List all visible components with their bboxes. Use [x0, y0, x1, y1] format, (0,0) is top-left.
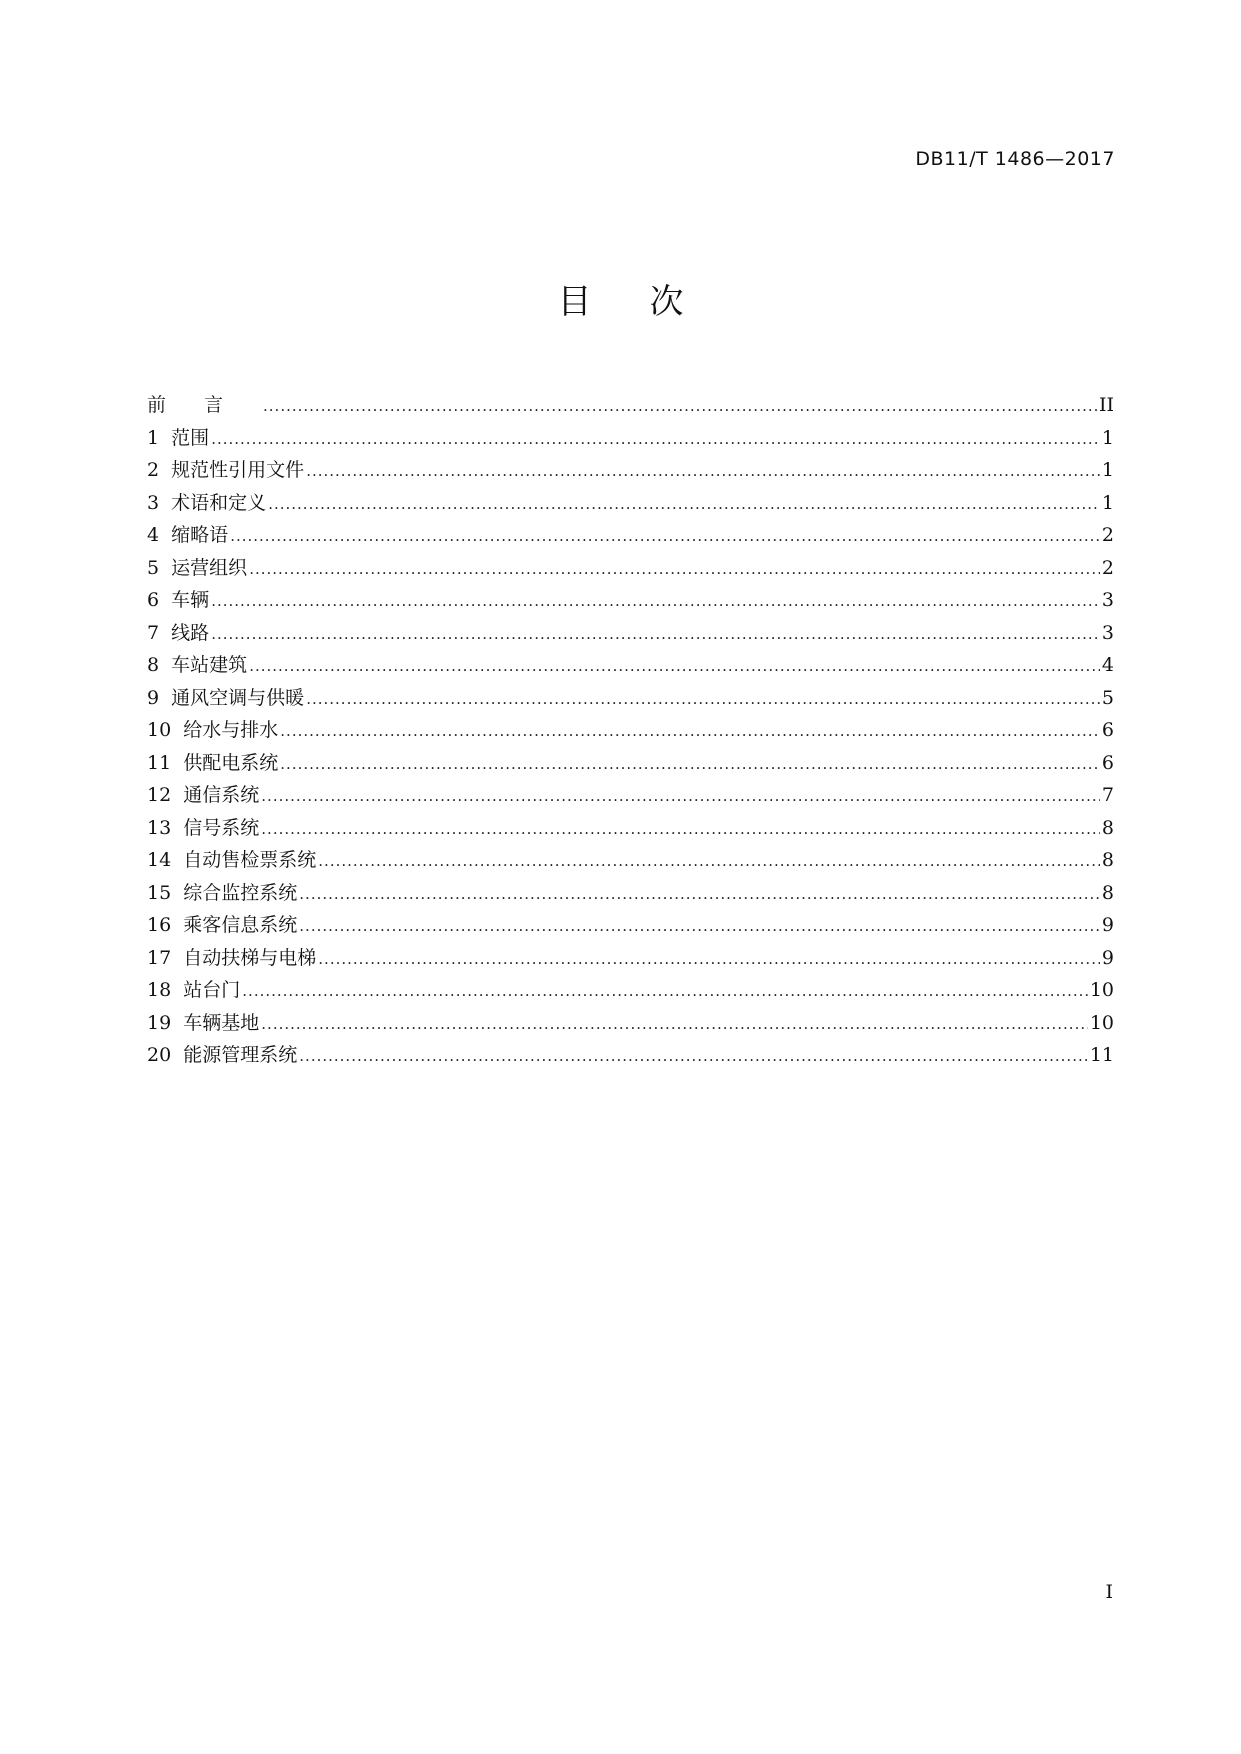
- toc-entry-label: 车辆: [171, 589, 210, 611]
- toc-entry-page: 9: [1101, 914, 1114, 936]
- toc-entry-number: 14: [147, 849, 184, 871]
- toc-entry[interactable]: [147, 909, 1114, 942]
- toc-entry-number: 18: [147, 979, 184, 1001]
- toc-entry[interactable]: [147, 779, 1114, 812]
- toc-entry-number: 11: [147, 751, 184, 774]
- toc-entry-label: 术语和定义: [171, 491, 267, 514]
- toc-entry[interactable]: [147, 617, 1114, 650]
- toc-entry-label: 能源管理系统: [183, 1044, 298, 1066]
- toc-entry-page: 1: [1101, 426, 1114, 449]
- toc-entry[interactable]: [147, 552, 1114, 585]
- toc-entry-label: 给水与排水: [183, 719, 279, 741]
- table-of-contents: [147, 389, 1114, 1072]
- toc-leader-dots: [318, 845, 1100, 878]
- toc-entry-page: 5: [1101, 686, 1114, 709]
- toc-entry-page: 7: [1101, 784, 1114, 806]
- toc-entry[interactable]: [147, 649, 1114, 682]
- toc-entry-label: 缩略语: [171, 524, 229, 546]
- toc-entry-label: 自动扶梯与电梯: [183, 946, 317, 969]
- toc-entry[interactable]: [147, 454, 1114, 487]
- toc-entry-label: 规范性引用文件: [171, 459, 305, 481]
- toc-entry-label: 信号系统: [183, 816, 260, 839]
- toc-entry[interactable]: [147, 974, 1114, 1007]
- toc-leader-dots: [211, 423, 1100, 456]
- toc-entry-page: 2: [1101, 524, 1114, 546]
- toc-entry-label: 站台门: [183, 979, 241, 1001]
- toc-entry-label: 车辆基地: [183, 1011, 260, 1034]
- toc-entry-number: 16: [147, 914, 184, 936]
- toc-entry-page: 3: [1101, 621, 1114, 644]
- toc-entry[interactable]: [147, 942, 1114, 975]
- toc-entry-label: 运营组织: [171, 556, 248, 579]
- toc-entry-page: 6: [1101, 719, 1114, 741]
- toc-entry[interactable]: [147, 844, 1114, 877]
- toc-entry-number: 17: [147, 946, 184, 969]
- toc-entry-page: II: [1098, 394, 1114, 416]
- toc-entry-label: 乘客信息系统: [183, 914, 298, 936]
- toc-leader-dots: [249, 650, 1100, 683]
- toc-entry[interactable]: [147, 812, 1114, 845]
- toc-entry-number: 1: [147, 426, 172, 449]
- document-code: DB11/T 1486—2017: [915, 148, 1115, 170]
- toc-entry[interactable]: [147, 714, 1114, 747]
- toc-leader-dots: [261, 1008, 1088, 1041]
- toc-entry-number: 20: [147, 1044, 184, 1066]
- toc-entry-number: 7: [147, 621, 172, 644]
- toc-entry-page: 10: [1089, 1011, 1114, 1034]
- toc-entry-page: 8: [1101, 816, 1114, 839]
- toc-entry-label: 范围: [171, 426, 210, 449]
- toc-leader-dots: [249, 553, 1100, 586]
- toc-leader-dots: [242, 975, 1088, 1008]
- toc-leader-dots: [306, 683, 1100, 716]
- toc-leader-dots: [211, 618, 1100, 651]
- toc-leader-dots: [299, 878, 1100, 911]
- toc-entry-number: 6: [147, 589, 172, 611]
- toc-entry-page: 10: [1089, 979, 1114, 1001]
- toc-entry-number: 8: [147, 654, 172, 676]
- toc-entry-number: 4: [147, 524, 172, 546]
- toc-entry[interactable]: [147, 682, 1114, 715]
- toc-entry-number: 15: [147, 881, 184, 904]
- toc-entry-page: 8: [1101, 881, 1114, 904]
- toc-leader-dots: [211, 585, 1100, 618]
- toc-leader-dots: [261, 813, 1100, 846]
- toc-entry-page: 4: [1101, 654, 1114, 676]
- toc-entry-label: 供配电系统: [183, 751, 279, 774]
- toc-leader-dots: [280, 715, 1100, 748]
- toc-entry[interactable]: [147, 1007, 1114, 1040]
- toc-entry-page: 11: [1089, 1044, 1114, 1066]
- toc-entry[interactable]: [147, 584, 1114, 617]
- toc-entry-page: 2: [1101, 556, 1114, 579]
- toc-entry[interactable]: [147, 422, 1114, 455]
- toc-entry-page: 1: [1101, 459, 1114, 481]
- toc-entry[interactable]: [147, 519, 1114, 552]
- toc-entry[interactable]: [147, 747, 1114, 780]
- toc-leader-dots: [318, 943, 1100, 976]
- toc-entry-number: 10: [147, 719, 184, 741]
- toc-entry-number: 2: [147, 459, 172, 481]
- toc-entry-number: 9: [147, 686, 172, 709]
- page-number: I: [1105, 1581, 1113, 1603]
- toc-title: 目次: [557, 282, 742, 322]
- toc-entry-label: 线路: [171, 621, 210, 644]
- toc-entry-label: 综合监控系统: [183, 881, 298, 904]
- toc-entry-label: 车站建筑: [171, 654, 248, 676]
- toc-entry[interactable]: [147, 487, 1114, 520]
- toc-leader-dots: [263, 390, 1097, 423]
- toc-entry[interactable]: [147, 877, 1114, 910]
- toc-leader-dots: [306, 455, 1100, 488]
- toc-entry-label: 通信系统: [183, 784, 260, 806]
- toc-leader-dots: [299, 1040, 1088, 1073]
- toc-leader-dots: [230, 520, 1100, 553]
- toc-entry-page: 1: [1101, 491, 1114, 514]
- toc-entry-label: 自动售检票系统: [183, 849, 317, 871]
- toc-leader-dots: [261, 780, 1100, 813]
- toc-entry-number: 19: [147, 1011, 184, 1034]
- toc-entry-number: 13: [147, 816, 184, 839]
- toc-entry-page: 6: [1101, 751, 1114, 774]
- toc-entry-label: 前言: [147, 394, 262, 416]
- toc-leader-dots: [280, 748, 1100, 781]
- toc-entry-number: 12: [147, 784, 184, 806]
- toc-entry-label: 通风空调与供暖: [171, 686, 305, 709]
- toc-entry-page: 8: [1101, 849, 1114, 871]
- toc-entry-page: 9: [1101, 946, 1114, 969]
- toc-entry-foreword[interactable]: [147, 389, 1114, 422]
- toc-entry-number: 3: [147, 491, 172, 514]
- toc-entry[interactable]: [147, 1039, 1114, 1072]
- toc-entry-page: 3: [1101, 589, 1114, 611]
- toc-leader-dots: [299, 910, 1100, 943]
- toc-entry-number: 5: [147, 556, 172, 579]
- toc-leader-dots: [268, 488, 1100, 521]
